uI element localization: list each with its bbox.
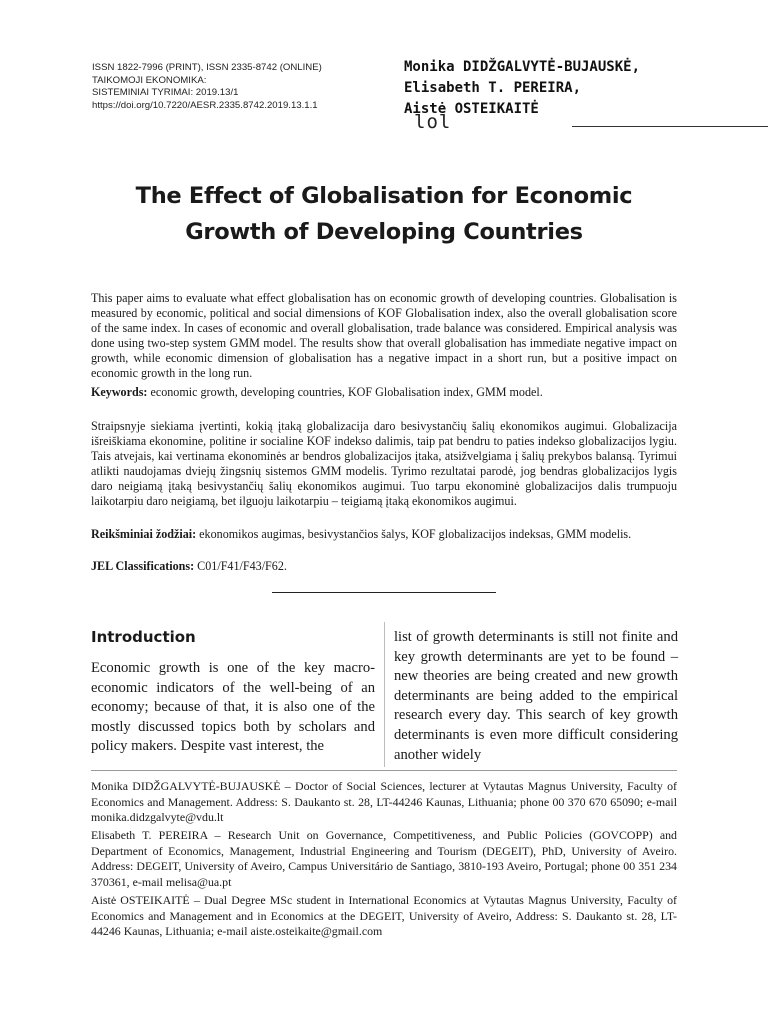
footnote-author-1: Monika DIDŽGALVYTĖ-BUJAUSKĖ – Doctor of Social Sciences, lecturer at Vytautas Magnus University, Faculty of Economics and Management. Address: S. Daukanto st. 28, LT-44246 Kaunas, Lithuania; phone 00 370 670 65090; e-mail monika.didzgalvyte@vdu.lt xyxy=(91,779,677,825)
overlay-mark: lol xyxy=(414,111,452,133)
keywords-english xyxy=(91,385,677,400)
jel-label: JEL Classifications: xyxy=(91,559,195,573)
column-divider xyxy=(384,622,385,767)
author-1: Monika DIDŽGALVYTĖ-BUJAUSKĖ, xyxy=(404,59,641,75)
footnote-author-2: Elisabeth T. PEREIRA – Research Unit on Governance, Competitiveness, and Public Policies (GOVCOPP) and Department of Economics, Management, Industrial Engineering and Tourism (DEGEIT), PhD, University of Aveiro. Address: DEGEIT, University of Aveiro, Campus Universitário de Santiago, 3810-193 Aveiro, Portugal; phone 00 351 234 370361, e-mail melisa@ua.pt xyxy=(91,828,677,889)
keywords-lt-label: Reikšminiai žodžiai: xyxy=(91,527,197,541)
jel-codes: C01/F41/F43/F62. xyxy=(194,559,287,573)
author-2: Elisabeth T. PEREIRA, xyxy=(404,80,582,96)
keywords-lt-text: ekonomikos augimas, besivystančios šalys, KOF globalizacijos indeksas, GMM modelis. xyxy=(196,527,632,541)
jel-classifications xyxy=(91,559,677,574)
title-line-1: The Effect of Globalisation for Economic xyxy=(135,183,633,209)
introduction-heading: Introduction xyxy=(91,628,196,646)
journal-name-line-1: TAIKOMOJI EKONOMIKA: xyxy=(92,74,207,86)
introduction-column-right: list of growth determinants is still not finite and key growth determinants are yet to be found – new theories are being created and new growth determinants are being added to the empirical research every day. This search of key growth determinants is even more difficult considering another widely xyxy=(394,629,678,763)
keywords-label: Keywords: xyxy=(91,385,148,399)
header-rule xyxy=(572,126,768,127)
footnote-author-3: Aistė OSTEIKAITĖ – Dual Degree MSc student in International Economics at Vytautas Magnus University, Faculty of Economics and Management and in Economics at the DEGEIT, University of Aveiro, Address: S. Daukanto st. 28, LT-44246 Kaunas, Lithuania; e-mail aiste.osteikaite@gmail.com xyxy=(91,893,677,939)
introduction-column-left: Economic growth is one of the key macro-economic indicators of the well-being of an economy; because of that, it is also one of the mostly discussed topics both by scholars and policy makers. Despite vast interest, the xyxy=(91,660,375,755)
journal-metadata xyxy=(92,62,382,112)
section-divider xyxy=(272,592,496,593)
doi-link[interactable]: https://doi.org/10.7220/AESR.2335.8742.2019.13.1.1 xyxy=(92,99,318,111)
footnote-rule xyxy=(91,770,677,771)
abstract-lithuanian: Straipsnyje siekiama įvertinti, kokią įtaką globalizacija daro besivystančių šalių ekonomikos augimui. Globalizacija išreiškiama ekonomine, politine ir socialine KOF indekso dalimis, taip pat bendru to paties indekso globalizacijos lygiu. Tais atvejais, kai vertinama ekonominės ar bendros globalizacijos įtaka, atsižvelgiama į šalių prekybos balansą. Tyrimui atlikti naudojamas dviejų žingsnių sistemos GMM modelis. Tyrimo rezultatai parodė, jog bendras globalizacijos lygis daro neigiamą įtaką besivystančių šalių ekonomikos augimui. Tuo tarpu ekonominė globalizacijos dalis trumpuoju laikotarpiu daro neigiamą, bet ilguoju laikotarpiu – teigiamą įtaką ekonomikos augimui. xyxy=(91,419,677,509)
author-3: Aistė OSTEIKAITĖ xyxy=(404,101,539,117)
keywords-lithuanian xyxy=(91,527,677,542)
abstract-english: This paper aims to evaluate what effect globalisation has on economic growth of developing countries. Globalisation is measured by economic, political and social dimensions of KOF Globalisation index, also the overall globalisation score of the same index. In cases of economic and overall globalisation, trade balance was considered. Empirical analysis was done using two-step system GMM model. The results show that overall globalisation has immediate negative impact on growth, while economic dimension of globalisation has a negative impact in a short run, but a positive impact on economic growth in the long run. xyxy=(91,291,677,381)
title-line-2: Growth of Developing Countries xyxy=(185,219,583,245)
keywords-text: economic growth, developing countries, KOF Globalisation index, GMM model. xyxy=(147,385,543,399)
issn-line: ISSN 1822-7996 (PRINT), ISSN 2335-8742 (ONLINE) xyxy=(92,62,322,73)
journal-name-line-2: SISTEMINIAI TYRIMAI: 2019.13/1 xyxy=(92,87,239,99)
paper-title xyxy=(60,178,708,250)
